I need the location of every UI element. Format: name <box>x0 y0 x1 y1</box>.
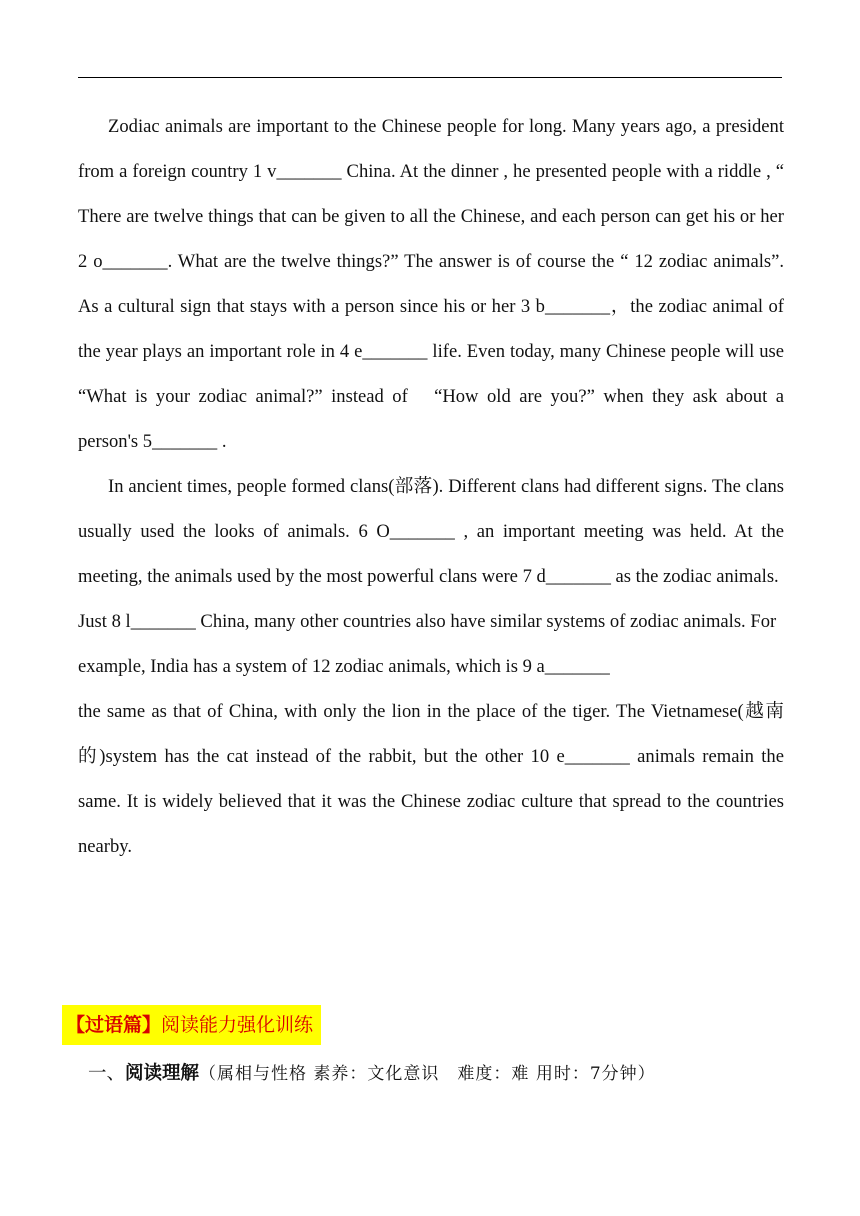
passage-paragraph-2: In ancient times, people formed clans(部落). Different clans had different signs. The clans usually used the looks of animals. 6 O_______ , an important meeting was held. At the meeting, the animals used by the most powerful clans were 7 d_______ as the zodiac animals. <box>78 476 784 587</box>
section-banner <box>62 1005 321 1045</box>
question-title: 阅读理解 <box>125 1063 200 1084</box>
question-heading <box>88 1058 656 1090</box>
question-number: 一、 <box>88 1063 126 1084</box>
passage-paragraph-3-line-1: Just 8 l_______ China, many other countries also have similar systems of zodiac animals. For example, India has a system of 12 zodiac animals, which is 9 a_______ <box>78 611 777 677</box>
passage-paragraph-1: Zodiac animals are important to the Chinese people for long. Many years ago, a president from a foreign country 1 v_______ China. At the dinner , he presented people with a riddle , “ There are twelve things that can be given to all the Chinese, and each person can get his or her 2 o_______. What are the twelve things?” The answer is of course the “ 12 zodiac animals”. As a cultural sign that stays with a person since his or her 3 b_______，the zodiac animal of the year plays an important role in 4 e_______ life. Even today, many Chinese people will use “What is your zodiac animal?” instead of “How old are you?” when they ask about a person's 5_______ . <box>78 116 784 452</box>
section-banner-title: 阅读能力强化训练 <box>161 1014 314 1036</box>
passage-paragraph-3-line-2: the same as that of China, with only the lion in the place of the tiger. The Vietnamese(越南的)system has the cat instead of the rabbit, but the other 10 e_______ animals remain the same. It is widely believed that it was the Chinese zodiac culture that spread to the countries nearby. <box>78 701 784 857</box>
reading-passage <box>78 104 784 869</box>
section-banner-tag: 【过语篇】 <box>66 1014 162 1036</box>
header-rule <box>78 77 782 78</box>
question-meta: （属相与性格 素养：文化意识 难度：难 用时：7分钟） <box>199 1064 656 1084</box>
